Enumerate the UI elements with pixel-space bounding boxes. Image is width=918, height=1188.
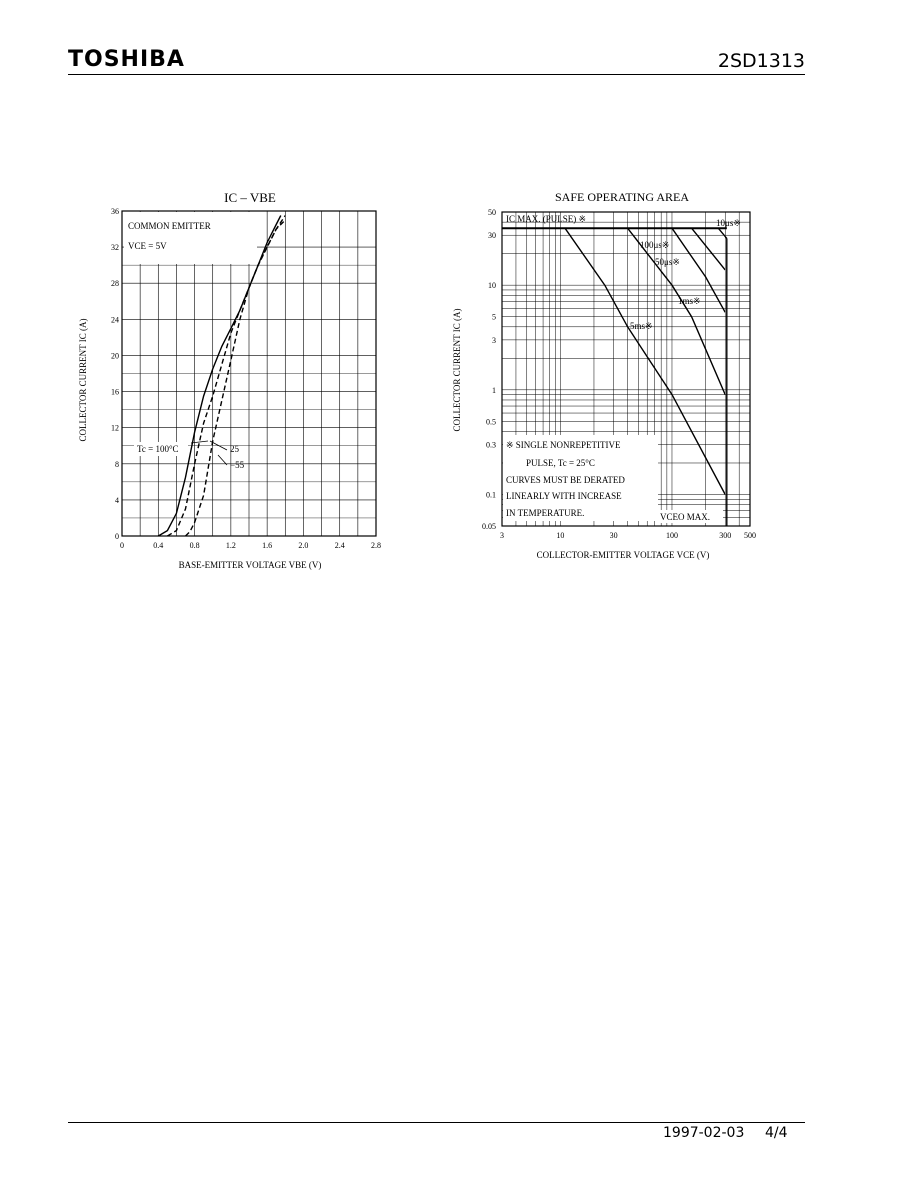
brand-logo: TOSHIBA	[68, 47, 185, 72]
x-tick-label: 1.2	[225, 541, 236, 550]
ic-vbe-note-common-emitter: COMMON EMITTER	[128, 221, 211, 231]
ic-vbe-ylabel: COLLECTOR CURRENT IC (A)	[78, 318, 88, 442]
y-tick-label: 5	[492, 312, 496, 322]
ic-vbe-label-25: 25	[230, 444, 239, 454]
y-tick-label: 28	[111, 279, 119, 289]
x-tick-label: 100	[665, 531, 678, 540]
soa-label-100us: 100μs※	[640, 240, 670, 250]
footer-rule	[68, 1122, 805, 1123]
x-tick-label: 3	[500, 531, 504, 540]
part-number: 2SD1313	[717, 50, 805, 72]
ic-vbe-note-vce: VCE = 5V	[128, 241, 167, 251]
soa-label-5ms: 5ms※	[630, 321, 653, 331]
ic-vbe-legend-box	[124, 212, 257, 264]
soa-note-line5: IN TEMPERATURE.	[506, 508, 585, 518]
y-tick-label: 16	[111, 387, 119, 397]
soa-title: SAFE OPERATING AREA	[554, 190, 690, 204]
y-tick-label: 0.5	[486, 417, 496, 427]
x-tick-label: 10	[556, 531, 565, 540]
ic-vbe-label-neg55: −55	[230, 460, 245, 470]
ic-vbe-pointer-100	[191, 441, 208, 443]
soa-xlabel: COLLECTOR-EMITTER VOLTAGE VCE (V)	[536, 550, 710, 560]
soa-label-50us: 50μs※	[655, 257, 680, 267]
ic-vbe-chart	[70, 185, 400, 585]
x-tick-label: 2.8	[371, 541, 381, 550]
x-tick-label: 2.0	[298, 541, 309, 550]
y-tick-label: 0	[115, 532, 119, 541]
soa-label-vceo: VCEO MAX.	[660, 512, 711, 522]
y-tick-label: 1	[492, 385, 496, 395]
y-tick-label: 20	[111, 351, 119, 361]
soa-label-1ms: 1ms※	[678, 296, 701, 306]
ic-vbe-title: IC – VBE	[224, 190, 276, 205]
y-tick-label: 3	[492, 335, 496, 345]
soa-chart	[450, 185, 770, 565]
y-tick-label: 8	[115, 459, 119, 469]
x-tick-label: 30	[609, 531, 618, 540]
x-tick-label: 500	[744, 531, 756, 540]
soa-note-line4: LINEARLY WITH INCREASE	[506, 491, 622, 501]
x-tick-label: 1.6	[262, 541, 273, 550]
y-tick-label: 36	[111, 207, 119, 216]
ic-vbe-xlabel: BASE-EMITTER VOLTAGE VBE (V)	[178, 560, 322, 570]
y-tick-label: 50	[488, 208, 496, 217]
x-tick-label: 2.4	[334, 541, 345, 550]
y-tick-label: 4	[115, 495, 119, 505]
soa-ylabel: COLLECTOR CURRENT IC (A)	[452, 308, 462, 432]
footer-date: 1997-02-03	[663, 1125, 745, 1141]
x-tick-label: 0	[120, 541, 124, 550]
footer-page: 4/4	[765, 1125, 788, 1141]
y-tick-label: 0.3	[486, 440, 496, 450]
header-rule	[68, 74, 805, 75]
y-tick-label: 0.05	[482, 522, 496, 531]
y-tick-label: 0.1	[486, 490, 496, 500]
y-tick-label: 32	[111, 243, 119, 253]
x-tick-label: 0.8	[189, 541, 200, 550]
y-tick-label: 10	[488, 281, 496, 291]
y-tick-label: 30	[488, 231, 496, 241]
ic-vbe-label-100c: Tc = 100°C	[137, 444, 179, 454]
y-tick-label: 12	[111, 423, 119, 433]
soa-note-line2: PULSE, Tc = 25°C	[526, 458, 595, 468]
soa-label-10us: 10μs※	[716, 218, 741, 228]
x-tick-label: 0.4	[153, 541, 164, 550]
soa-note-line3: CURVES MUST BE DERATED	[506, 475, 625, 485]
soa-note-line1: ※ SINGLE NONREPETITIVE	[506, 440, 621, 450]
y-tick-label: 24	[111, 315, 119, 325]
series-line	[186, 220, 286, 536]
x-tick-label: 300	[719, 531, 732, 540]
soa-label-icmax: IC MAX. (PULSE) ※	[506, 214, 587, 224]
